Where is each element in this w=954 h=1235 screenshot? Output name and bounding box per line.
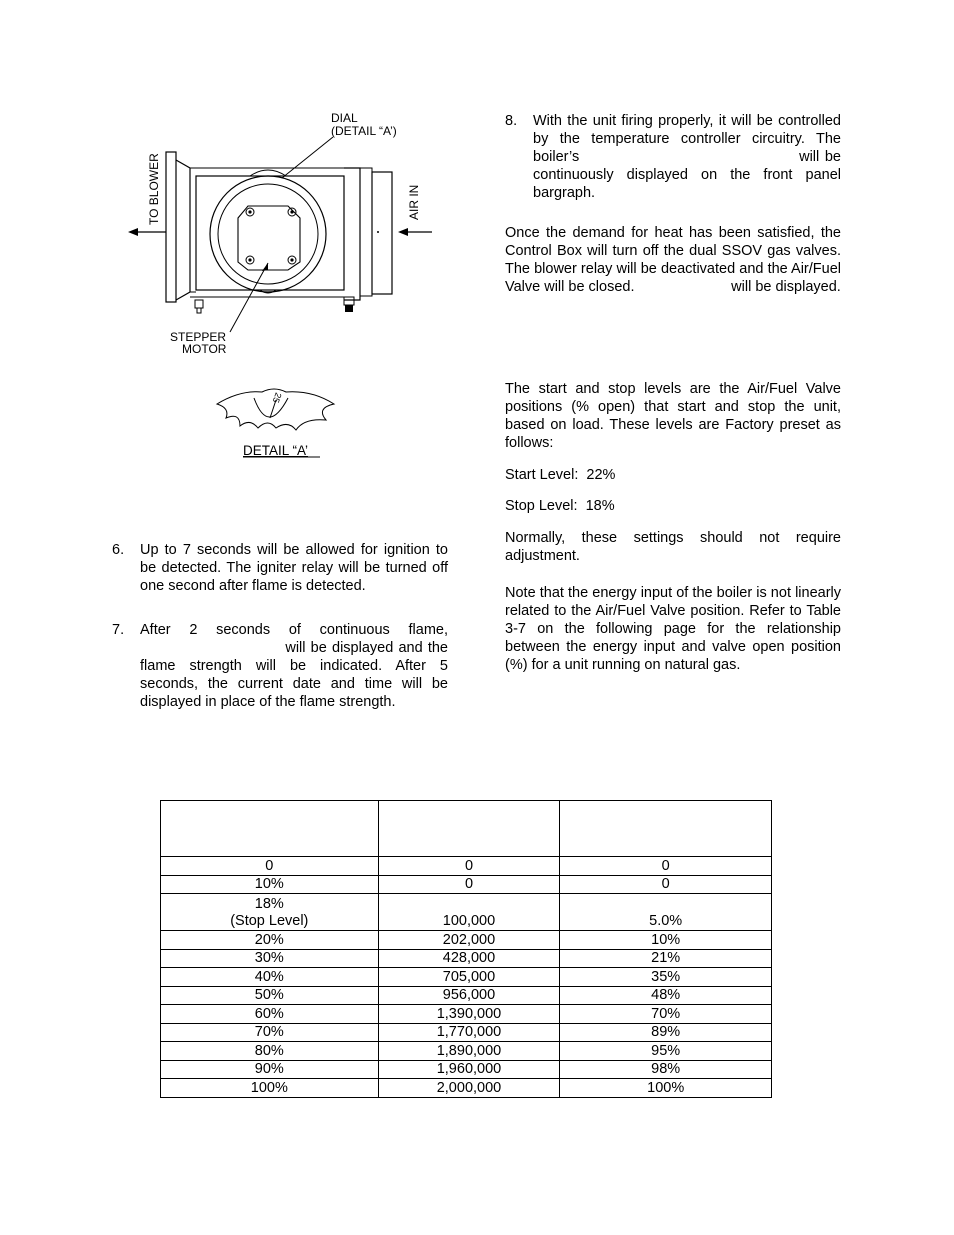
dial-label: DIAL xyxy=(331,111,358,125)
table-cell: 2,000,000 xyxy=(378,1079,560,1098)
dial-mark: 25 xyxy=(270,391,284,405)
table-cell: 60% xyxy=(161,1005,379,1024)
table-cell: 202,000 xyxy=(378,931,560,950)
valve-position-energy-table xyxy=(160,800,772,1098)
table-row xyxy=(161,1042,772,1061)
table-cell: 428,000 xyxy=(378,949,560,968)
stop-level-value: 18% xyxy=(254,896,284,912)
stop-level-note: (Stop Level) xyxy=(230,913,309,929)
detail-a-diagram xyxy=(210,383,340,463)
table-cell: 48% xyxy=(560,986,772,1005)
heat-satisfied-paragraph: Once the demand for heat has been satisfied, the Control Box will turn off the dual SSOV gas valves. The blower relay will be deactivated and the Air/Fuel Valve will be closed. will be displayed. xyxy=(505,225,841,295)
table-cell: 50% xyxy=(161,986,379,1005)
table-cell: 100,000 xyxy=(378,894,560,931)
table-row xyxy=(161,875,772,894)
table-cell: 5.0% xyxy=(560,894,772,931)
table-cell: 98% xyxy=(560,1060,772,1079)
table-cell: 1,390,000 xyxy=(378,1005,560,1024)
stop-level-text: Stop Level: 18% xyxy=(505,498,615,514)
settings-note-paragraph: Normally, these settings should not require adjustment. xyxy=(505,530,841,564)
table-cell: 956,000 xyxy=(378,986,560,1005)
table-cell: 35% xyxy=(560,968,772,987)
header-cell xyxy=(161,801,379,857)
table-header-row xyxy=(161,801,772,857)
table-cell: 100% xyxy=(560,1079,772,1098)
table-cell: 89% xyxy=(560,1023,772,1042)
table-row xyxy=(161,968,772,987)
header-cell xyxy=(378,801,560,857)
table-cell: 90% xyxy=(161,1060,379,1079)
start-stop-levels-paragraph: The start and stop levels are the Air/Fuel Valve positions (% open) that start and stop the unit, based on load. These levels are Factory preset as follows: xyxy=(505,381,841,451)
table-row xyxy=(161,931,772,950)
valve-diagram xyxy=(120,105,450,365)
air-in-label: AIR IN xyxy=(407,184,421,220)
table-cell: 10% xyxy=(161,875,379,894)
table-cell: 70% xyxy=(560,1005,772,1024)
detail-ref-label: (DETAIL “A’) xyxy=(331,124,397,138)
table-cell: 1,890,000 xyxy=(378,1042,560,1061)
motor-label: MOTOR xyxy=(182,342,227,356)
table-cell: 21% xyxy=(560,949,772,968)
table-cell: 1,770,000 xyxy=(378,1023,560,1042)
stepper-label: STEPPER xyxy=(170,330,227,344)
table-row xyxy=(161,1005,772,1024)
table-row xyxy=(161,894,772,931)
step-7-number: 7. xyxy=(112,622,125,638)
start-level-text: Start Level: 22% xyxy=(505,467,616,483)
table-cell: 95% xyxy=(560,1042,772,1061)
energy-input-note-paragraph: Note that the energy input of the boiler is not linearly related to the Air/Fuel Valve position. Refer to Table 3-7 on the following page for the relationship between the energy input and valve open position (%) for a unit running on natural gas. xyxy=(505,585,841,673)
table-row xyxy=(161,986,772,1005)
table-cell: 80% xyxy=(161,1042,379,1061)
table-cell: 0 xyxy=(560,875,772,894)
table-cell: 0 xyxy=(378,875,560,894)
step-7-text: After 2 seconds of continuous flame, will be displayed and the flame strength will be indicated. After 5 seconds, the current date and time will be displayed in place of the flame strength. xyxy=(140,622,448,710)
table-row xyxy=(161,1060,772,1079)
step-8-number: 8. xyxy=(505,113,518,129)
table-cell: 70% xyxy=(161,1023,379,1042)
step-6-text: Up to 7 seconds will be allowed for ignition to be detected. The igniter relay will be turned off one second after flame is detected. xyxy=(140,542,448,594)
table-row xyxy=(161,1079,772,1098)
header-cell xyxy=(560,801,772,857)
table-cell: 100% xyxy=(161,1079,379,1098)
table-cell: 30% xyxy=(161,949,379,968)
table-cell: 40% xyxy=(161,968,379,987)
table-cell: 0 xyxy=(161,857,379,876)
table-cell: 10% xyxy=(560,931,772,950)
step-8-text: With the unit firing properly, it will be controlled by the temperature controller circuitry. The boiler’s will be continuously displayed on the front panel bargraph. xyxy=(533,113,841,201)
table-cell: 0 xyxy=(560,857,772,876)
table-cell: 1,960,000 xyxy=(378,1060,560,1079)
table-row xyxy=(161,1023,772,1042)
step-6-number: 6. xyxy=(112,542,125,558)
table-cell xyxy=(161,894,379,931)
table-row xyxy=(161,857,772,876)
table-cell: 0 xyxy=(378,857,560,876)
table-row xyxy=(161,949,772,968)
to-blower-label: TO BLOWER xyxy=(147,153,161,225)
detail-a-title: DETAIL “A’ xyxy=(243,443,309,458)
table-cell: 20% xyxy=(161,931,379,950)
table-cell: 705,000 xyxy=(378,968,560,987)
